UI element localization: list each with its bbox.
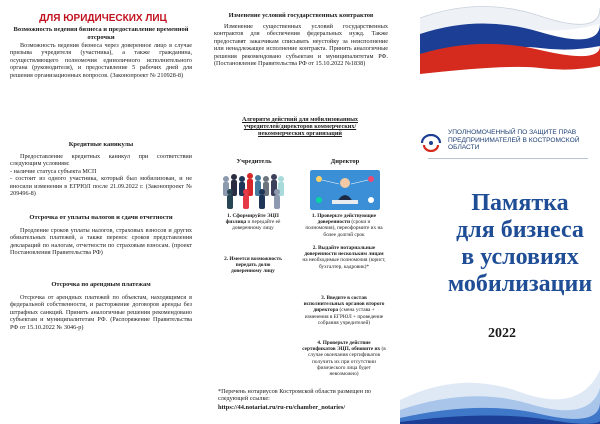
credit-line-3: - состоит из одного участника, который был мобилизован, и не вносили изменения в ЕГРЮЛ после 21.09.2022 г. (Законопроект № 209496-8) [10,175,192,198]
people-crowd-illustration [220,170,286,210]
section-title: ДЛЯ ЮРИДИЧЕСКИХ ЛИЦ [39,13,167,24]
heading-algorithm: Алгоритм действий для мобилизованных учредителей/директоров коммерческих/некоммерческих организаций [241,116,359,138]
paragraph-tax-deferral: Продление сроков уплаты налогов, страховых взносов и других обязательных платежей, а также перенос сроков представления деклараций по налогам, отчетности по страховым взносам. (проект Постановления Правительства РФ) [10,227,192,257]
bottom-wave-decoration [400,330,600,424]
heading-tax-deferral: Отсрочка от уплаты налогов и сдачи отчетности [29,214,173,221]
title-line-4: мобилизации [447,271,593,297]
title-line-3: в условиях [461,244,579,270]
divider [428,158,588,159]
paragraph-business-continuity: Возможность ведения бизнеса через доверенное лицо в случае призыва учредителя (участника), а также гражданина, осуществляющего полномочия единоличного исполнительного органа (руководителя), и предоставление 5 рабочих дней для решения организационных вопросов. (Законопроект № 210928-8) [10,42,192,79]
credit-line-2: - наличие статуса субъекта МСП [10,167,97,175]
heading-state-contracts: Изменение условий государственных контрактов [228,12,374,19]
column-legal-entities [0,0,200,424]
brochure-title [440,190,600,298]
year: 2022 [488,326,516,341]
founder-step-2: 2. Имеется возможность передать долю доверенному лицу [224,256,282,275]
director-step-4: 4. Проверьте действие сертификатов ЭЦП, обновите их (в случае окончания сертификатов получить их при отсутствии физического лица будет невозможно) [302,340,386,378]
role-director: Директор [330,158,360,165]
director-step-2: 2. Выдайте нотариальные доверенности нескольким лицам на необходимые полномочия (юрист, бухгалтер, кадровик)* [302,245,386,270]
column-contracts-algorithm [200,0,400,424]
title-line-2: для бизнеса [456,217,584,243]
role-founder: Учредитель [236,158,272,165]
heading-credit-holidays: Кредитные каникулы [68,141,134,148]
title-line-1: Памятка [471,190,569,216]
notary-footnote: *Перечень нотариусов Костромской области размещен по следующей ссылке: [218,388,372,403]
organization-name: УПОЛНОМОЧЕННЫЙ ПО ЗАЩИТЕ ПРАВ ПРЕДПРИНИМАТЕЛЕЙ В КОСТРОМСКОЙ ОБЛАСТИ [448,129,580,152]
heading-rent-deferral: Отсрочка по арендным платежам [51,281,151,288]
director-step-1: 1. Проверьте действующие доверенности (сроки и полномочия), переоформите их на более долгий срок [305,213,383,238]
heading-business-continuity: Возможность ведения бизнеса и предоставление временной отсрочки [13,26,189,41]
russian-flag-wave-decoration [400,0,600,85]
paragraph-rent-deferral: Отсрочка от арендных платежей по объектам, находящимся в федеральной собственности, и расторжение договоров аренды без штрафных санкций. Принять аналогичные решения рекомендовано субъектам и муниципалитетам РФ. (Распоряжение Правительства РФ от 15.10.2022 № 3046-р) [10,294,192,331]
director-step-3: 3. Введите в состав исполнительных органов второго директора (смена устава + изменения в ЕГРЮЛ + проведение собрания учредителей) [303,295,385,326]
paragraph-state-contracts: Изменение существенных условий государственных контрактов для обеспечения федеральных нужд. Также предоставят заказчикам списывать неустойку за неисполнение или ненадлежащее исполнение контракта. Принять аналогичные решения рекомендовано субъектам и муниципалитетам РФ.(Постановление Правительства РФ от 15.10.2022 №1838) [214,23,388,68]
credit-line-1: Предоставление кредитных каникул при соответствии следующим условиям: [10,153,192,168]
notary-link[interactable]: https://44.notariat.ru/ru-ru/chamber_notaries/ [218,404,346,411]
founder-step-1: 1. Сформируйте ЭЦП физлица и передайте её доверенному лицу [225,213,281,232]
ombudsman-logo [420,134,442,152]
director-illustration [310,170,380,210]
paragraph-credit-holidays [10,153,192,197]
